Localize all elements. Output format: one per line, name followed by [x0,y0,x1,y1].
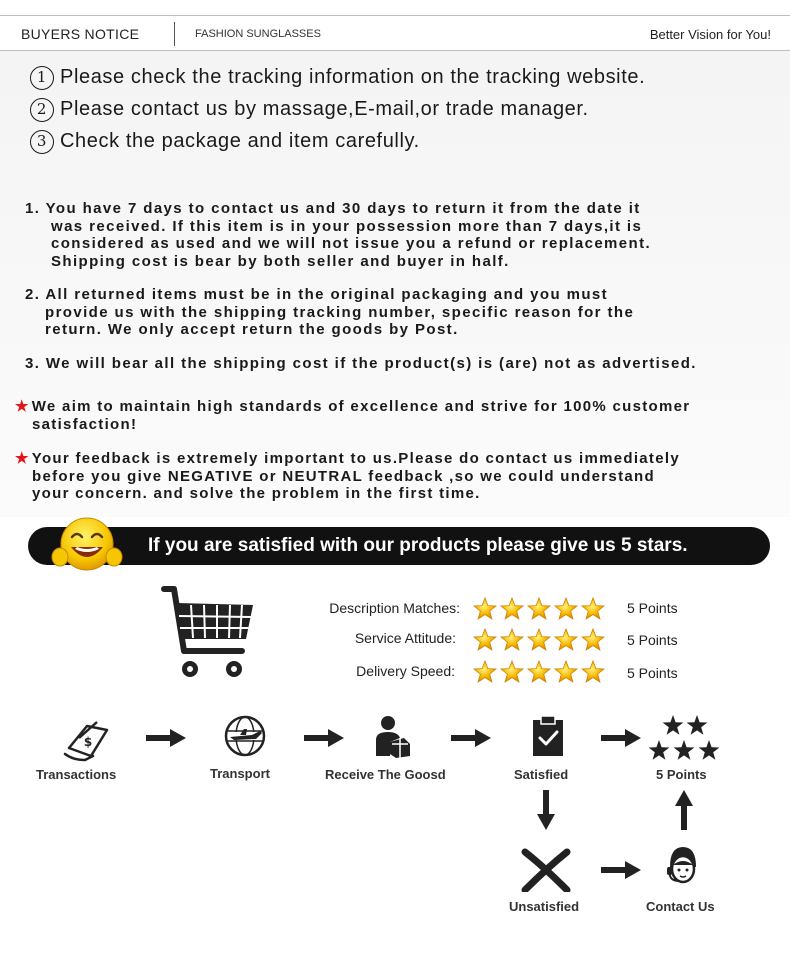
gold-star-icon [474,629,496,650]
gold-star-icon [474,661,496,682]
star-rating-delivery [472,659,607,687]
gold-star-icon [582,661,604,682]
header-slogan: Better Vision for You! [649,27,771,42]
person-receiving-package-icon [370,714,412,760]
cross-mark-icon [521,848,571,892]
arrow-right-icon [601,729,641,747]
gold-star-icon [582,629,604,650]
red-star-icon: ★ [15,398,30,415]
note-line: your concern. and solve the problem in the first time. [32,485,481,502]
gold-star-icon [474,598,496,619]
rule-line: was received. If this item is in your possession more than 7 days,it is [51,217,643,235]
rating-points-description: 5 Points [627,600,678,616]
gold-stars [472,627,607,654]
checklist-text: Please check the tracking information on the tracking website. [60,66,646,88]
gold-stars [472,659,607,686]
star-rating-service [472,627,607,655]
global-shipping-icon [222,713,268,759]
svg-text:$: $ [83,735,93,749]
gold-star-icon [528,661,550,682]
gold-star-icon [555,661,577,682]
arrow-right-icon [451,729,491,747]
gold-star-icon [501,598,523,619]
arrow-right-icon [601,861,641,879]
gold-star-icon [501,629,523,650]
arrow-right-icon [146,729,186,747]
banner-text: If you are satisfied with our products please give us 5 stars. [148,535,688,556]
gold-star-icon [501,661,523,682]
rating-label-service: Service Attitude: [354,630,456,646]
customer-service-headset-icon [662,843,704,889]
checklist-item-1 [30,66,645,90]
step-satisfied-label: Satisfied [514,767,569,782]
gold-star-icon [528,629,550,650]
arrow-up-icon [675,790,693,830]
note-excellence [15,398,690,433]
header-subtitle: FASHION SUNGLASSES [195,28,321,40]
circled-number: 3 [30,130,54,154]
rule-line: provide us with the shipping tracking number, specific reason for the [45,303,635,321]
step-transport-label: Transport [210,766,270,781]
money-hand-icon [63,718,113,762]
gold-stars [472,596,607,623]
gold-star-icon [582,598,604,619]
circled-number: 2 [30,98,54,122]
rule-line: 1. You have 7 days to contact us and 30 days to return it from the date it [25,200,641,217]
rating-points-service: 5 Points [627,632,678,648]
step-contact-label: Contact Us [646,899,715,914]
note-line: before you give NEGATIVE or NEUTRAL feedback ,so we could understand [32,467,655,485]
policy-rule-1 [25,200,651,270]
step-unsatisfied-label: Unsatisfied [509,899,580,914]
red-star-icon: ★ [15,450,30,467]
rule-line: Shipping cost is bear by both seller and buyer in half. [51,252,510,270]
policy-rule-3 [25,355,697,373]
arrow-right-icon [304,729,344,747]
rating-points-delivery: 5 Points [627,665,678,681]
circled-number: 1 [30,66,54,90]
checklist-item-2 [30,98,589,122]
checklist-item-3 [30,130,420,154]
gold-star-icon [555,598,577,619]
header-divider [174,22,175,46]
arrow-down-icon [537,790,555,830]
rating-label-delivery: Delivery Speed: [356,663,455,679]
shopping-cart-icon [160,583,256,683]
rule-line: return. We only accept return the goods by Post. [45,321,459,338]
laughing-smiley-icon [50,515,124,575]
note-feedback [15,450,680,503]
rule-line: 2. All returned items must be in the original packaging and you must [25,286,609,303]
note-line: Your feedback is extremely important to us.Please do contact us immediately [31,450,680,467]
rule-line: 3. We will bear all the shipping cost if the product(s) is (are) not as advertised. [25,355,697,372]
header-brand: BUYERS NOTICE [21,26,140,42]
step-transactions-label: Transactions [36,767,117,782]
note-line: satisfaction! [32,415,138,433]
rule-line: considered as used and we will not issue you a refund or replacement. [51,235,652,252]
checklist-text: Check the package and item carefully. [60,130,420,152]
five-stars-icon [646,713,722,763]
header-bar [0,15,790,51]
gold-star-icon [555,629,577,650]
star-rating-description [472,596,607,624]
checked-clipboard-icon [531,714,565,758]
gold-star-icon [528,598,550,619]
policy-rule-2 [25,286,634,339]
note-line: We aim to maintain high standards of excellence and strive for 100% customer [31,398,691,415]
checklist-text: Please contact us by massage,E-mail,or trade manager. [60,98,589,120]
step-five-points-label: 5 Points [656,767,707,782]
step-receive-label: Receive The Goosd [325,767,446,782]
rating-label-description: Description Matches: [329,600,460,616]
